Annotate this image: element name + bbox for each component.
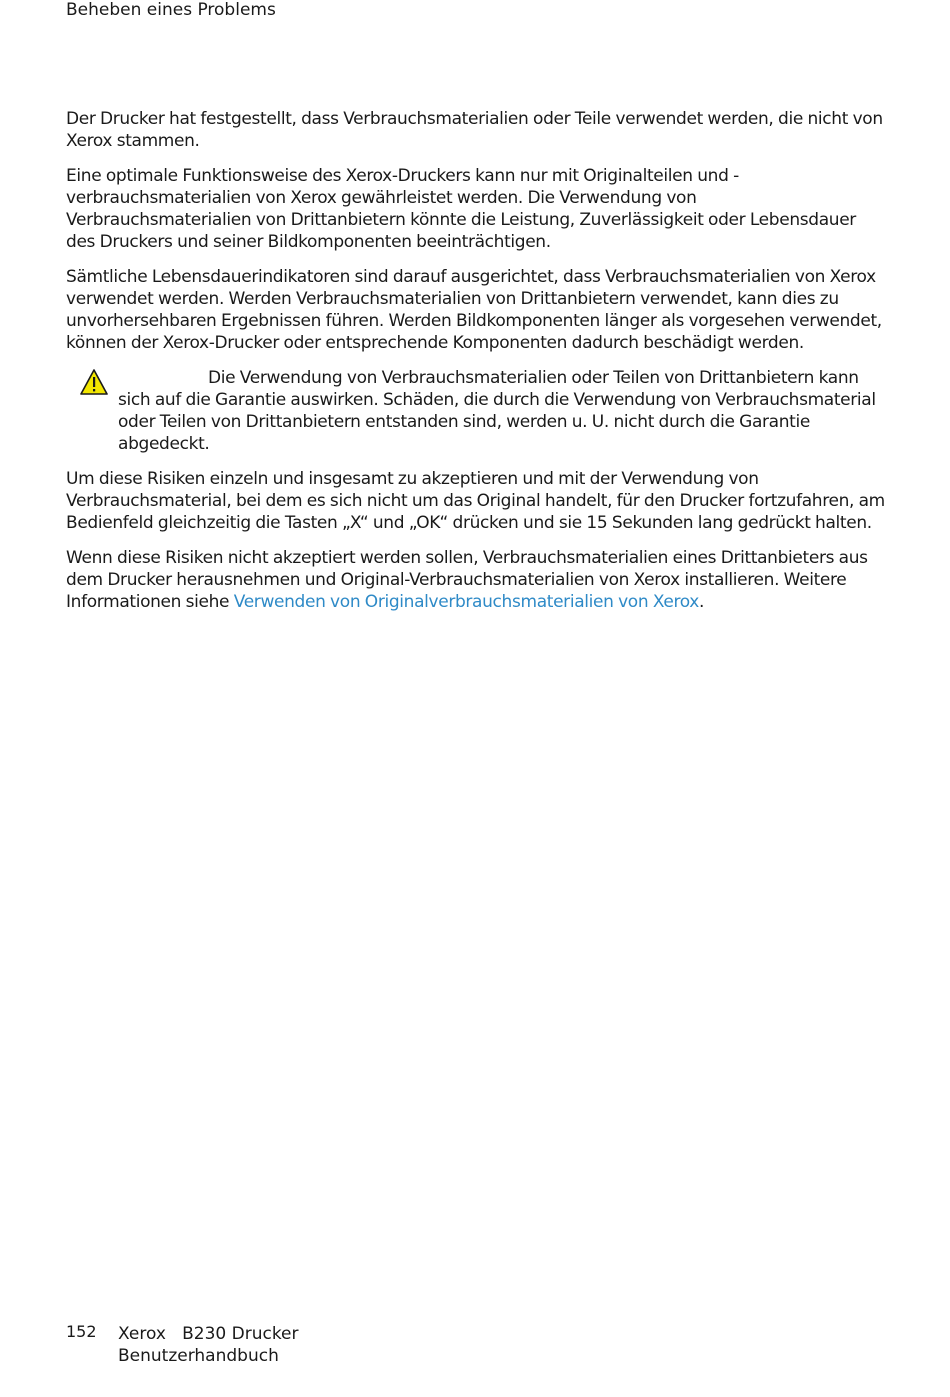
running-header: Beheben eines Problems <box>66 0 276 20</box>
paragraph-lifetime-indicators: Sämtliche Lebensdauerindikatoren sind darauf ausgerichtet, dass Verbrauchsmaterialien von Xerox verwendet werden. Werden Verbrauchsmaterialien von Drittanbietern verwendet, kann dies zu unvorhersehbaren Ergebnissen führen. Werden Bildkomponenten länger als vorgesehen verwendet, können der Xerox-Drucker oder entsprechende Komponenten dadurch beschädigt werden. <box>66 267 882 353</box>
more-information-text: Wenn diese Risiken nicht akzeptiert werden sollen, Verbrauchsmaterialien eines Drittanbieters aus dem Drucker herausnehmen und Original-Verbrauchsmaterialien von Xerox installieren. Weitere Informationen siehe <box>66 548 868 612</box>
paragraph-accept-risks: Um diese Risiken einzeln und insgesamt zu akzeptieren und mit der Verwendung von Verbrauchsmaterial, bei dem es sich nicht um das Original handelt, für den Drucker fortzufahren, am Bedienfeld gleichzeitig die Tasten „X“ und „OK“ drücken und sie 15 Sekunden lang gedrückt halten. <box>66 469 885 533</box>
original-supplies-link[interactable]: Verwenden von Originalverbrauchsmaterialien von Xerox <box>233 592 699 612</box>
page-number: 152 <box>66 1322 97 1341</box>
paragraph-detection-notice: Der Drucker hat festgestellt, dass Verbrauchsmaterialien oder Teile verwendet werden, die nicht von Xerox stammen. <box>66 109 883 151</box>
document-body <box>66 108 886 626</box>
manual-title: Benutzerhandbuch <box>118 1346 279 1366</box>
more-information-end: . <box>698 592 705 612</box>
warning-note <box>66 367 886 455</box>
footer-document-info <box>118 1323 299 1367</box>
product-name: Xerox B230 Drucker <box>118 1324 299 1344</box>
warning-text: Die Verwendung von Verbrauchsmaterialien oder Teilen von Drittanbietern kann sich auf die Garantie auswirken. Schäden, die durch die Verwendung von Verbrauchsmaterial oder Teilen von Drittanbietern entstanden sind, werden u. U. nicht durch die Garantie abgedeckt. <box>118 368 876 454</box>
paragraph-original-parts: Eine optimale Funktionsweise des Xerox-Druckers kann nur mit Originalteilen und -verbrauchsmaterialien von Xerox gewährleistet werden. Die Verwendung von Verbrauchsmaterialien von Drittanbietern könnte die Leistung, Zuverlässigkeit oder Lebensdauer des Druckers und seiner Bildkomponenten beeinträchtigen. <box>66 166 856 252</box>
paragraph-more-information <box>66 547 886 613</box>
warning-triangle-icon <box>79 368 109 396</box>
page-footer <box>66 1323 299 1367</box>
